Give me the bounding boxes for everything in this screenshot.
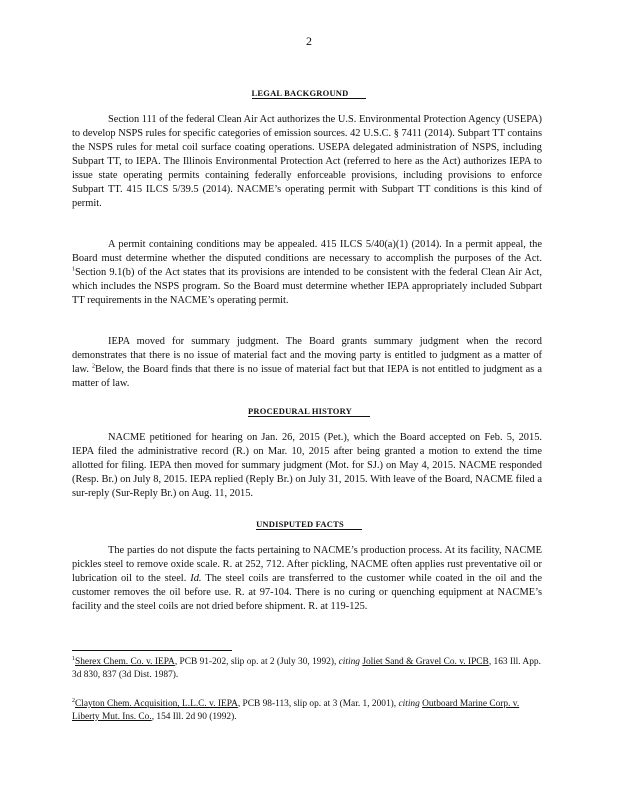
heading-legal-background-text: LEGAL BACKGROUND — [252, 88, 367, 99]
heading-legal-background — [0, 88, 618, 99]
paragraph-legal-1-text: Section 111 of the federal Clean Air Act authorizes the U.S. Environmental Protection Agency (USEPA) to develop NSPS rules for specific categories of emission sources. 42 U.S.C. § 7411 (2014). Subpart TT contains the NSPS rules for metal coil surface coating operations. USEPA delegated administration of NSPS, including Subpart TT, to IEPA. The Illinois Environmental Protection Act (referred to here as the Act) authorizes IEPA to issue state operating permits containing federally enforceable provisions, including provisions to enforce Subpart TT. 415 ILCS 5/39.5 (2014). NACME’s operating permit with Subpart TT conditions is this kind of permit. — [72, 114, 542, 209]
footnote-2-number: 2 — [72, 697, 75, 704]
paragraph-legal-3-text-a: IEPA moved for summary judgment. The Board grants summary judgment when the record demonstrates that there is no issue of material fact and the moving party is entitled to judgment as a matter of law. — [72, 336, 542, 375]
footnote-1-text2: , 163 Ill. App. 3d 830, 837 (3d Dist. 1987). — [72, 657, 541, 680]
footnote-divider — [72, 650, 232, 651]
paragraph-procedural-text: NACME petitioned for hearing on Jan. 26, 2015 (Pet.), which the Board accepted on Feb. 5, 2015. IEPA filed the administrative record (R.) on Mar. 10, 2015 after being granted a motion to extend the time allotted for filing. IEPA then moved for summary judgment (Mot. for SJ.) on May 4, 2015. NACME responded (Resp. Br.) on July 8, 2015. IEPA replied (Reply Br.) on July 31, 2015. With leave of the Board, NACME filed a sur-reply (Sur-Reply Br.) on Aug. 11, 2015. — [72, 432, 542, 499]
footnote-2 — [72, 698, 542, 724]
footnote-2-case: Clayton Chem. Acquisition, L.L.C. v. IEPA — [75, 699, 238, 709]
footnote-1 — [72, 656, 542, 682]
paragraph-facts-id: Id. — [190, 573, 202, 584]
paragraph-facts — [72, 544, 542, 614]
heading-procedural-history-text: PROCEDURAL HISTORY — [248, 406, 370, 417]
heading-procedural-history — [0, 406, 618, 417]
paragraph-legal-3 — [72, 335, 542, 391]
footnote-1-citing: citing — [338, 657, 360, 667]
footnote-2-text2: , 154 Ill. 2d 90 (1992). — [151, 712, 237, 722]
footnote-2-text: , PCB 98-113, slip op. at 3 (Mar. 1, 2001), — [237, 699, 399, 709]
paragraph-facts-text-a: The parties do not dispute the facts pertaining to NACME’s production process. At its facility, NACME pickles steel to remove oxide scale. R. at 252, 712. After pickling, NACME often applies rust preventative oil or lubrication oil to the steel. — [72, 545, 542, 584]
paragraph-legal-3-text-b: Below, the Board finds that there is no issue of material fact but that IEPA is not entitled to judgment as a matter of law. — [72, 364, 542, 389]
paragraph-legal-1 — [72, 113, 542, 211]
paragraph-legal-2-text-b: Section 9.1(b) of the Act states that its provisions are intended to be consistent with the federal Clean Air Act, which includes the NSPS program. So the Board must determine whether IEPA appropriately included Subpart TT requirements in the NACME’s operating permit. — [72, 267, 542, 306]
footnote-1-text: , PCB 91-202, slip op. at 2 (July 30, 1992), — [174, 657, 339, 667]
paragraph-facts-text-b: The steel coils are transferred to the customer while coated in the oil and the customer removes the oil before use. R. at 97-104. There is no curing or quenching equipment at NACME’s facility and the steel coils are not dried before shipment. R. at 119-125. — [72, 573, 542, 612]
footnote-ref-1[interactable]: 1 — [72, 266, 75, 273]
heading-undisputed-facts-text: UNDISPUTED FACTS — [256, 519, 362, 530]
paragraph-procedural — [72, 431, 542, 501]
paragraph-legal-2 — [72, 238, 542, 308]
page-number: 2 — [306, 34, 312, 48]
paragraph-legal-2-text-a: A permit containing conditions may be appealed. 415 ILCS 5/40(a)(1) (2014). In a permit appeal, the Board must determine whether the disputed conditions are necessary to accomplish the purposes of the Act. — [72, 239, 542, 264]
footnote-2-citing: citing — [398, 699, 420, 709]
footnote-2-case2: Outboard Marine Corp. v. Liberty Mut. Ins. Co. — [72, 699, 520, 722]
heading-undisputed-facts — [0, 519, 618, 530]
footnote-1-number: 1 — [72, 655, 75, 662]
footnote-ref-2[interactable]: 2 — [91, 363, 95, 370]
footnote-1-case2: Joliet Sand & Gravel Co. v. IPCB — [362, 657, 489, 667]
footnote-1-case: Sherex Chem. Co. v. IEPA — [75, 657, 175, 667]
